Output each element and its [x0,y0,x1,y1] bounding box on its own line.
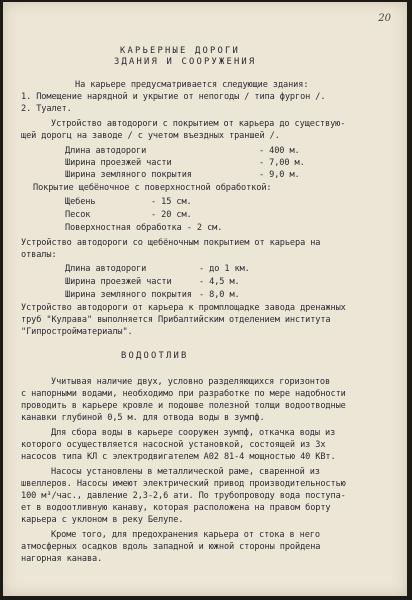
paragraph-sump-line: которого осуществляется насосной установкой, состоящей из 3х [21,440,326,450]
spec-value: - 400 м. [259,146,300,156]
paragraph-sump-line: Для сбора воды в карьере сооружен зумпф, откачка воды из [51,428,336,438]
paragraph-ditch-line: Кроме того, для предохранения карьера от стока в него [51,530,320,540]
spec-label: Длина автодороги [65,146,147,156]
paragraph-drainage-line: Учитывая наличие двух, условно разделяющихся горизонтов [51,377,331,387]
spec-value: - 7,00 м. [259,158,305,168]
spec-value: - 8,0 м. [199,290,240,300]
document-page [3,2,407,596]
spec-value: - 4,5 м. [199,277,240,287]
spec-value: - 9,0 м. [259,170,300,180]
paragraph-pumps-line: швеллеров. Насосы имеют электрический привод производительностью [21,479,346,489]
paragraph-dump-road-line: Устройство автодороги со щебёночным покрытием от карьера на [21,238,321,248]
paragraph-buildings-intro: На карьере предусматривается следующие здания: [75,80,309,90]
paragraph-pumps-line: Насосы установлены в металлической раме, сваренной из [51,467,320,477]
spec-value: - 15 см. [151,197,192,207]
paragraph-road-line: щей дорогц на заводе / с учетом въездных траншей /. [21,131,280,141]
spec-label: Ширина проезжей части [65,158,172,168]
paragraph-dump-road-line: отвалы: [21,250,57,260]
spec-label: Ширина проезжей части [65,277,172,287]
paragraph-ditch-line: нагорная канава. [21,554,103,564]
paragraph-pumps-line: карьера с уклоном в реку Белупе. [21,515,184,525]
spec-label: Ширина земляного покрытия [65,290,192,300]
paragraph-pumps-line: ет в водоотливную канаву, которая расположена на правом борту [21,503,331,513]
spec-surface: Поверхностная обработка - 2 см. [65,223,223,233]
paragraph-coating: Покрытие щебёночное с поверхностной обработкой: [33,183,272,193]
heading-roads: КАРЬЕРНЫЕ ДОРОГИ [120,46,240,56]
heading-buildings: ЗДАНИЯ И СООРУЖЕНИЯ [114,57,257,67]
paragraph-road-line: Устройство автодороги с покрытием от карьера до существую- [51,119,346,129]
paragraph-kuprava-line: Устройство автодороги от карьера к промплощадке завода дренажных [21,303,346,313]
paragraph-pumps-line: 100 м³/час., давление 2,3-2,6 ати. По трубопроводу вода поступа- [21,491,346,501]
paragraph-drainage-line: проводить в карьере кровле и подошве полезной толщи водоотводные [21,401,346,411]
paragraph-kuprava-line: "Гипрострoйматериалы". [21,327,133,337]
heading-drainage: ВОДООТЛИВ [121,351,189,361]
paragraph-drainage-line: с напорными водами, необходимо при разработке по мере надобности [21,389,346,399]
paragraph-sump-line: насосов типа КЛ с электродвигателем А02 81-4 мощностью 40 КВт. [21,452,336,462]
paragraph-kuprava-line: труб "Кулрава" выполняется Прибалтийским отделением института [21,315,331,325]
spec-value: - до 1 км. [199,264,250,274]
list-item: 1. Помещение нарядной и укрытие от непогоды / типа фургон /. [21,92,326,102]
list-item: 2. Туалет. [21,104,72,114]
paragraph-ditch-line: атмосферных осадков вдоль западной и южной стороны пройдена [21,542,321,552]
spec-value: - 20 см. [151,210,192,220]
spec-label: Щебень [65,197,96,207]
page-number: 20 [378,13,391,24]
spec-label: Длина автодороги [65,264,147,274]
spec-label: Песок [65,210,91,220]
paragraph-drainage-line: канавки глубиной 0,5 м. для отвода воды в зумпф. [21,413,265,423]
spec-label: Ширина земляного покрытия [65,170,192,180]
